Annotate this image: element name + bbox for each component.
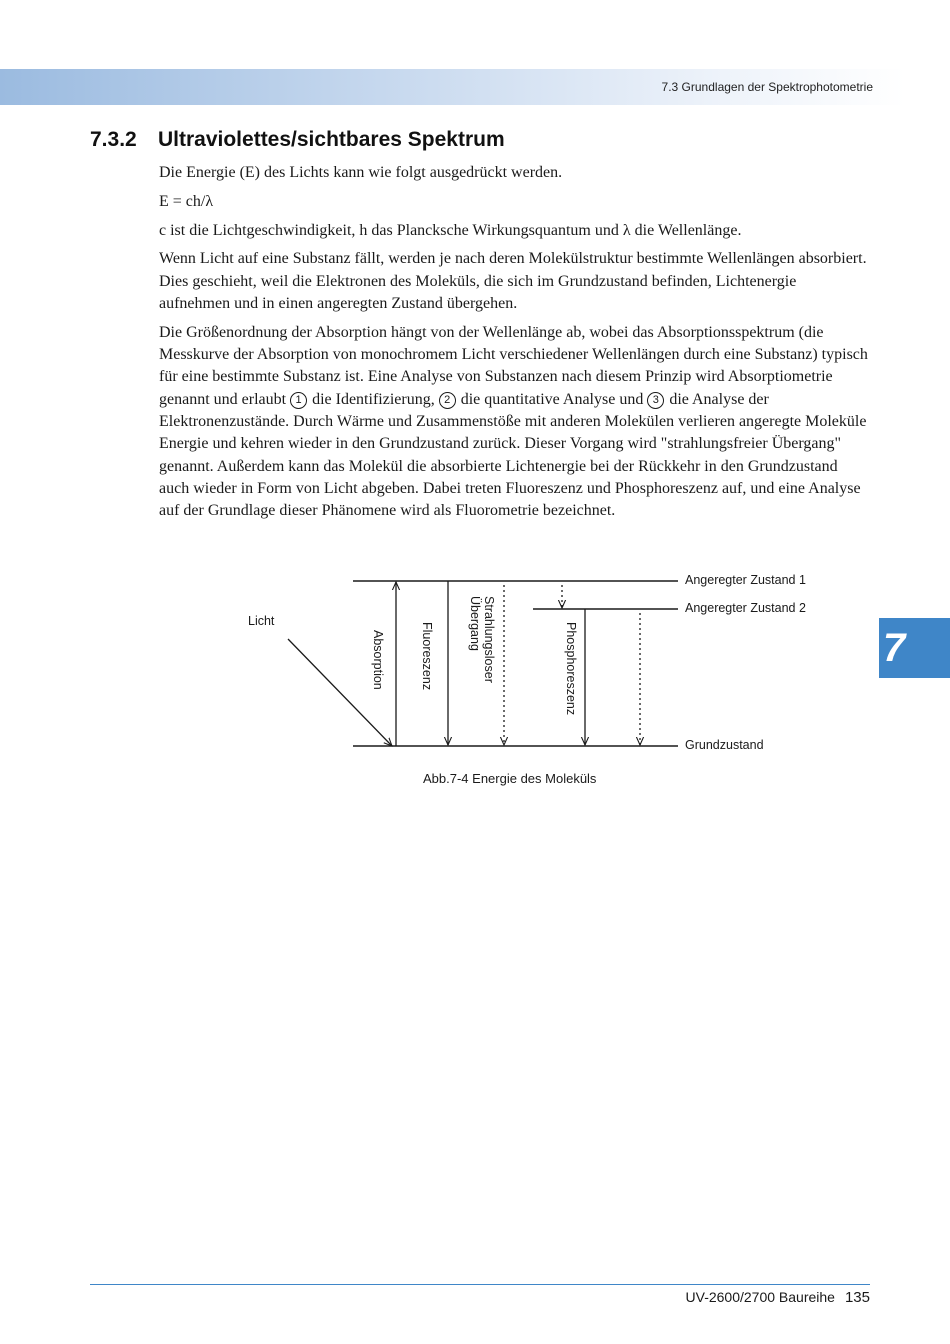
label-excited-2: Angeregter Zustand 2 [685, 601, 806, 615]
section-number: 7.3.2 [90, 128, 137, 151]
label-nonradiative-1: Strahlungsloser [482, 596, 496, 683]
page-number: 135 [844, 1289, 870, 1306]
energy-diagram [0, 560, 950, 800]
label-absorption: Absorption [371, 630, 385, 690]
paragraph-5-part-c: die quantitative Analyse und [456, 390, 648, 408]
footer [686, 1289, 870, 1306]
paragraph-5-part-a: Die Größenordnung der Absorption hängt von der Wellenlänge ab, wobei das Absorptionsspektrum (die Messkurve der Absorption von monochromem Licht verschiedener Wellenlängen durch eine Substanz) typisch für eine bestimmte Substanz ist. Eine Analyse von Substanzen nach diesem Prinzip wird Absorptiometrie genannt und erlaubt [159, 323, 868, 408]
paragraph-1: Die Energie (E) des Lichts kann wie folgt ausgedrückt werden. [159, 164, 563, 181]
circled-number-2: 2 [439, 392, 456, 409]
paragraph-4: Wenn Licht auf eine Substanz fällt, werden je nach deren Molekülstruktur bestimmte Wellenlängen absorbiert. Dies geschieht, weil die Elektronen des Moleküls, die sich im Grundzustand befinden, Lichtenergie aufnehmen und in einen angeregten Zustand übergehen. [159, 250, 867, 312]
label-phosphorescence: Phosphoreszenz [564, 622, 578, 716]
circled-number-3: 3 [647, 392, 664, 409]
chapter-tab: 7 [879, 618, 950, 678]
footer-product: UV-2600/2700 Baureihe [685, 1289, 835, 1305]
label-excited-1: Angeregter Zustand 1 [685, 573, 806, 587]
paragraph-5-part-d: die Analyse der Elektronenzustände. Durch Wärme und Zusammenstöße mit anderen Molekülen verlieren angeregte Moleküle Energie und kehren wieder in den Grundzustand zurück. Dieser Vorgang wird "strahlungsfreier Übergang" genannt. Außerdem kann das Molekül die absorbierte Lichtenergie bei der Rückkehr in den Grundzustand auch wieder in Form von Licht abgeben. Dabei treten Fluoreszenz und Phosphoreszenz auf, und eine Analyse auf der Grundlage dieser Phänomene wird als Fluorometrie bezeichnet. [159, 390, 867, 520]
paragraph-3: c ist die Lichtgeschwindigkeit, h das Plancksche Wirkungsquantum und λ die Wellenlänge. [159, 221, 742, 239]
paragraph-5 [159, 322, 871, 523]
running-header: 7.3 Grundlagen der Spektrophotometrie [661, 80, 873, 94]
section-title: Ultraviolettes/sichtbares Spektrum [158, 128, 505, 151]
body-text [159, 162, 871, 529]
label-nonradiative-2: Übergang [468, 596, 482, 651]
section-heading [90, 128, 505, 152]
formula: E = ch/λ [159, 192, 214, 210]
figure-caption: Abb.7-4 Energie des Moleküls [423, 771, 597, 786]
label-light: Licht [248, 614, 275, 628]
footer-rule [90, 1284, 870, 1285]
label-ground: Grundzustand [685, 738, 764, 752]
paragraph-5-part-b: die Identifizierung, [308, 390, 439, 408]
label-fluorescence: Fluoreszenz [420, 622, 434, 691]
circled-number-1: 1 [290, 392, 307, 409]
